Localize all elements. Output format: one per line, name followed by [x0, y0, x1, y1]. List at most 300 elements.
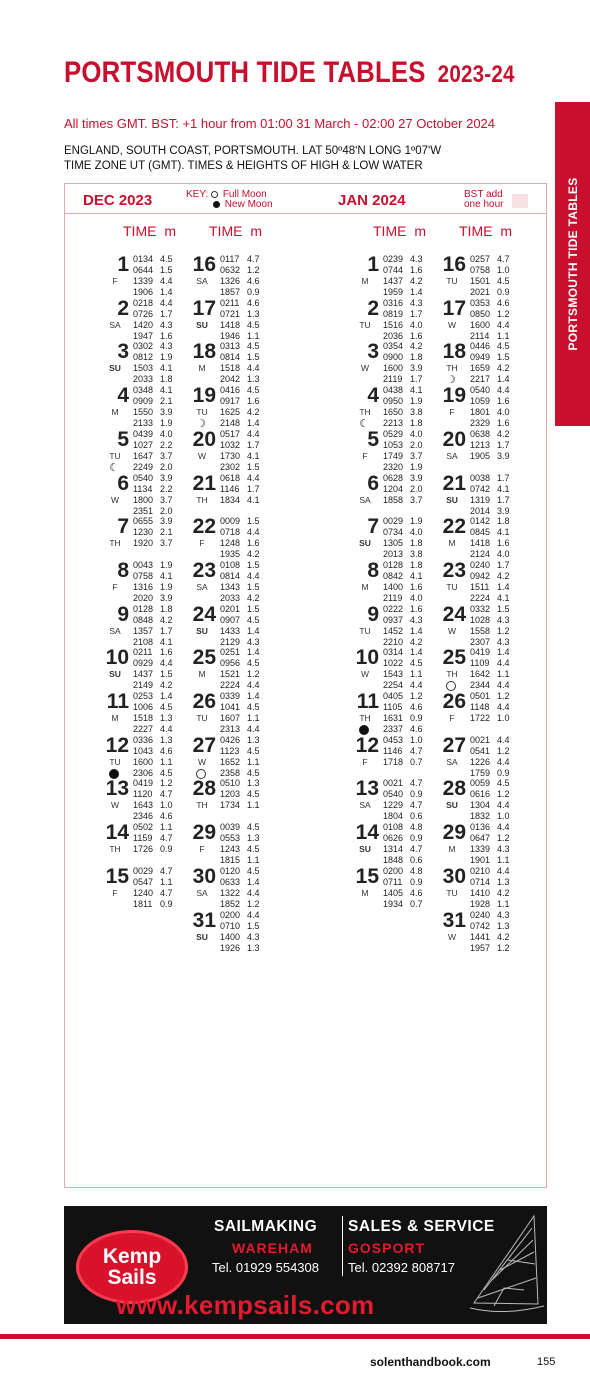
tide-time: 0721: [220, 308, 241, 319]
tide-height: 1.1: [410, 669, 423, 680]
tide-row: [220, 451, 260, 462]
tide-height: 1.9: [410, 516, 423, 527]
day-of-week: W: [447, 319, 457, 330]
column-header: TIME m: [373, 223, 426, 239]
tide-row: [133, 593, 173, 604]
tide-row: [470, 844, 510, 855]
tide-row: [133, 615, 173, 626]
tide-height: 4.1: [160, 363, 173, 374]
tide-rows: [133, 866, 173, 910]
footer-site[interactable]: solenthandbook.com: [370, 1355, 491, 1369]
tide-height: 4.5: [247, 822, 260, 833]
day-of-week: F: [362, 450, 368, 461]
tide-height: 4.4: [497, 680, 510, 691]
tide-time: 1521: [220, 669, 241, 680]
tide-height: 1.1: [497, 669, 510, 680]
tide-rows: [383, 604, 423, 648]
tide-height: 1.9: [160, 418, 173, 429]
column-header: TIME m: [209, 223, 262, 239]
tide-row: [220, 418, 260, 429]
tide-height: 1.3: [160, 713, 173, 723]
tide-row: [383, 484, 423, 495]
tide-height: 2.0: [160, 461, 173, 472]
day-of-week: SA: [196, 887, 208, 898]
tide-row: [383, 724, 423, 735]
tide-row: [470, 833, 510, 844]
day-number: 18: [192, 340, 216, 364]
tide-rows: [470, 604, 510, 648]
tide-time: 0354: [383, 341, 404, 352]
tide-time: 0211: [220, 297, 240, 308]
day-number: 20: [192, 427, 216, 451]
day-number: 9: [117, 602, 129, 626]
tide-row: [383, 702, 423, 713]
tide-height: 4.6: [410, 702, 423, 712]
tide-height: 1.5: [247, 559, 260, 570]
day-of-week: F: [112, 887, 118, 898]
tide-time: 1059: [470, 396, 491, 407]
tide-height: 1.8: [410, 418, 423, 429]
tide-row: [383, 527, 423, 538]
tide-row: [220, 800, 260, 811]
tide-height: 4.7: [410, 778, 423, 789]
day-number: 16: [192, 253, 216, 276]
tide-height: 4.0: [410, 592, 423, 603]
tide-row: [470, 669, 510, 680]
day-of-week: TH: [109, 844, 121, 855]
tide-row: [470, 309, 510, 320]
tide-height: 3.7: [160, 494, 173, 505]
tide-time: 1625: [220, 407, 241, 418]
tide-row: [133, 506, 173, 517]
tide-height: 4.4: [247, 887, 260, 898]
tide-height: 1.9: [160, 581, 173, 592]
tide-rows: [133, 604, 173, 648]
tide-height: 4.4: [160, 724, 173, 734]
tide-rows: [383, 560, 423, 604]
tide-row: [470, 789, 510, 800]
day-of-week: TU: [196, 407, 208, 418]
tide-row: [133, 385, 173, 396]
tide-time: 0529: [383, 428, 404, 439]
tide-height: 4.2: [497, 887, 510, 898]
day-number: 7: [117, 515, 129, 539]
tide-rows: [470, 910, 510, 954]
tide-row: [470, 811, 510, 822]
day-of-week: TH: [446, 669, 458, 680]
tide-time: 2033: [220, 592, 241, 603]
tide-height: 4.6: [497, 297, 510, 308]
day-number: 30: [442, 864, 466, 888]
tide-row: [470, 593, 510, 604]
tide-time: 0120: [220, 865, 241, 876]
tide-time: 0540: [383, 789, 404, 800]
tide-height: 1.6: [160, 647, 173, 658]
tide-height: 4.7: [160, 833, 173, 844]
tide-height: 1.1: [497, 855, 510, 866]
tide-height: 0.9: [160, 898, 173, 909]
tide-row: [470, 538, 510, 549]
tide-time: 1339: [133, 276, 154, 286]
tide-time: 0850: [470, 308, 491, 319]
tide-height: 4.0: [497, 407, 510, 418]
day-of-week: SU: [359, 538, 371, 549]
day-number: 29: [192, 821, 216, 845]
bst-swatch: [512, 194, 528, 208]
tide-height: 4.4: [497, 658, 510, 669]
tide-height: 4.7: [410, 844, 423, 855]
tide-height: 4.4: [247, 570, 260, 581]
tide-time: 1134: [133, 483, 153, 494]
tide-height: 4.5: [160, 702, 173, 712]
tide-time: 0644: [133, 265, 154, 275]
tide-rows: [133, 473, 173, 517]
tide-height: 4.3: [160, 341, 173, 352]
tide-time: 1652: [220, 756, 241, 767]
tide-time: 0909: [133, 396, 154, 407]
tide-row: [383, 800, 423, 811]
tide-height: 1.2: [410, 691, 423, 701]
day-of-week: TU: [446, 581, 458, 592]
tide-height: 4.1: [497, 483, 510, 494]
tide-height: 1.0: [160, 800, 173, 811]
key-full-moon: Full Moon: [222, 189, 267, 200]
tide-rows: [133, 341, 173, 385]
day-of-week: F: [199, 538, 205, 549]
day-number: 5: [367, 427, 379, 451]
tide-height: 1.5: [247, 461, 260, 472]
tide-height: 1.1: [160, 876, 173, 887]
tide-time: 0239: [383, 254, 404, 264]
tide-row: [220, 735, 260, 746]
tide-row: [383, 888, 423, 899]
day-number: 24: [442, 602, 466, 626]
tide-row: [470, 582, 510, 593]
tide-row: [133, 538, 173, 549]
tide-height: 1.3: [497, 876, 510, 887]
tide-height: 3.8: [410, 549, 423, 560]
tide-height: 4.4: [497, 800, 510, 811]
tide-row: [383, 495, 423, 506]
tide-time: 0655: [133, 516, 154, 527]
tide-time: 1204: [383, 483, 404, 494]
tide-time: 0108: [383, 822, 404, 833]
tide-row: [220, 932, 260, 943]
tide-rows: [470, 560, 510, 604]
tide-row: [470, 888, 510, 899]
first-quarter-moon-icon: ☽: [196, 418, 206, 431]
tide-row: [470, 691, 510, 702]
day-of-week: M: [448, 538, 456, 549]
tide-time: 1452: [383, 625, 404, 636]
tide-row: [470, 527, 510, 538]
tide-row: [220, 910, 260, 921]
tide-row: [383, 276, 423, 287]
tide-row: [220, 669, 260, 680]
tide-time: 1400: [383, 581, 404, 592]
day-number: 12: [105, 733, 129, 757]
tide-height: 4.5: [247, 385, 260, 396]
tide-row: [133, 407, 173, 418]
tide-time: 1437: [383, 276, 404, 286]
tide-time: 0638: [470, 428, 491, 439]
tide-height: 1.4: [497, 581, 510, 592]
tide-height: 4.8: [410, 822, 423, 833]
tide-height: 1.5: [160, 265, 173, 275]
tide-rows: [470, 866, 510, 910]
tide-height: 1.1: [247, 855, 260, 866]
day-of-week: SA: [359, 800, 371, 811]
tide-row: [133, 516, 173, 527]
tide-time: 1410: [470, 887, 491, 898]
tide-height: 4.5: [497, 276, 510, 286]
tide-row: [133, 789, 173, 800]
tide-row: [133, 757, 173, 768]
tide-time: 0336: [133, 734, 154, 745]
tide-height: 1.2: [497, 942, 510, 953]
tide-time: 2227: [133, 724, 154, 734]
tide-rows: [133, 298, 173, 342]
logo-word: Kemp: [102, 1245, 162, 1268]
day-of-week: TU: [359, 319, 371, 330]
tide-time: 2337: [383, 724, 404, 734]
tide-height: 4.1: [160, 636, 173, 647]
tide-time: 2149: [133, 680, 154, 691]
tide-rows: [133, 822, 173, 855]
tide-height: 1.4: [247, 647, 260, 658]
tide-row: [383, 374, 423, 385]
day-number: 15: [355, 864, 379, 888]
tide-rows: [383, 429, 423, 473]
tide-row: [383, 658, 423, 669]
day-number: 26: [442, 690, 466, 713]
day-of-week: TH: [446, 363, 458, 374]
tide-height: 4.4: [160, 297, 173, 308]
tide-height: 2.0: [410, 439, 423, 450]
tide-time: 2036: [383, 330, 404, 341]
tide-time: 2020: [133, 592, 154, 603]
tide-row: [383, 735, 423, 746]
tide-height: 3.9: [160, 516, 173, 527]
tide-row: [470, 560, 510, 571]
tide-height: 1.2: [247, 898, 260, 909]
tide-time: 2217: [470, 374, 491, 385]
tide-height: 1.1: [160, 822, 173, 833]
last-quarter-moon-icon: ☾: [109, 461, 119, 474]
tide-row: [133, 844, 173, 855]
tide-time: 0628: [383, 472, 404, 483]
tide-height: 4.2: [247, 407, 260, 418]
tide-height: 1.4: [160, 287, 173, 297]
tide-height: 1.6: [410, 603, 423, 614]
tide-height: 4.5: [497, 341, 510, 352]
tide-time: 0339: [220, 691, 241, 701]
tide-height: 3.9: [160, 407, 173, 418]
day-of-week: M: [198, 669, 206, 680]
tide-row: [383, 833, 423, 844]
day-of-week: TU: [109, 450, 121, 461]
tide-rows: [470, 429, 510, 462]
tide-rows: [220, 735, 260, 779]
tide-row: [470, 506, 510, 517]
day-number: 27: [192, 733, 216, 757]
tide-height: 4.1: [247, 450, 260, 461]
tide-time: 0251: [220, 647, 241, 658]
tide-row: [220, 396, 260, 407]
tide-row: [220, 844, 260, 855]
tide-row: [220, 484, 260, 495]
tide-row: [220, 637, 260, 648]
tide-time: 1857: [220, 287, 241, 297]
tide-rows: [133, 516, 173, 549]
tide-height: 4.5: [160, 254, 173, 264]
tide-time: 0136: [470, 822, 491, 833]
tide-time: 1405: [383, 887, 404, 898]
tide-height: 1.3: [160, 734, 173, 745]
tide-row: [383, 789, 423, 800]
tide-time: 1418: [220, 319, 241, 330]
tide-time: 1957: [470, 942, 491, 953]
tide-height: 4.3: [497, 614, 510, 625]
tide-height: 1.7: [160, 625, 173, 636]
tide-height: 1.3: [247, 734, 260, 745]
tide-row: [133, 746, 173, 757]
tide-height: 4.5: [247, 865, 260, 876]
day-number: 3: [117, 340, 129, 364]
tide-row: [220, 440, 260, 451]
tide-row: [383, 637, 423, 648]
tide-row: [470, 637, 510, 648]
tide-time: 2224: [470, 592, 491, 603]
tide-row: [383, 691, 423, 702]
page-number: 155: [537, 1356, 556, 1368]
tide-row: [133, 560, 173, 571]
tide-time: 0710: [220, 920, 241, 931]
tide-row: [220, 647, 260, 658]
tide-row: [220, 702, 260, 713]
tide-row: [133, 713, 173, 724]
tide-height: 1.4: [247, 876, 260, 887]
day-number: 13: [355, 777, 379, 801]
tide-time: 2108: [133, 636, 154, 647]
tide-row: [470, 331, 510, 342]
tide-height: 1.7: [160, 308, 173, 319]
tide-time: 2210: [383, 636, 404, 647]
tide-rows: [470, 691, 510, 724]
tide-time: 1642: [470, 669, 491, 680]
tide-row: [220, 757, 260, 768]
tide-time: 0142: [470, 516, 491, 527]
tide-height: 1.4: [247, 625, 260, 636]
tide-height: 1.1: [247, 713, 260, 723]
day-number: 19: [442, 384, 466, 408]
tide-height: 1.2: [497, 833, 510, 844]
tide-row: [383, 626, 423, 637]
tide-row: [470, 352, 510, 363]
tide-height: 2.2: [160, 439, 173, 450]
location-line: ENGLAND, SOUTH COAST, PORTSMOUTH. LAT 50º48ʹN LONG 1º07ʹW: [64, 145, 442, 157]
day-of-week: TU: [359, 625, 371, 636]
tide-row: [383, 757, 423, 768]
day-number: 15: [105, 864, 129, 888]
tide-height: 4.3: [410, 297, 423, 308]
tide-row: [133, 254, 173, 265]
tide-time: 0848: [133, 614, 154, 625]
tide-time: 1815: [220, 855, 241, 866]
day-number: 6: [367, 471, 379, 495]
kemp-sails-advert[interactable]: [64, 1206, 547, 1324]
tide-row: [220, 691, 260, 702]
tide-time: 1905: [470, 450, 491, 461]
tide-height: 1.8: [410, 538, 423, 549]
tide-time: 0845: [470, 527, 491, 538]
tide-time: 1928: [470, 898, 491, 909]
tide-height: 1.2: [497, 308, 510, 319]
tide-height: 3.9: [160, 472, 173, 483]
tide-time: 1811: [133, 898, 153, 909]
tide-height: 4.3: [247, 636, 260, 647]
tide-height: 4.5: [247, 319, 260, 330]
tide-height: 4.1: [497, 527, 510, 538]
tide-time: 1230: [133, 527, 154, 538]
tide-rows: [383, 866, 423, 910]
tide-time: 0222: [383, 603, 404, 614]
logo-word: Sails: [107, 1266, 157, 1289]
tide-row: [133, 451, 173, 462]
tide-row: [383, 396, 423, 407]
day-number: 8: [367, 558, 379, 582]
tide-time: 0647: [470, 833, 491, 844]
tide-row: [220, 298, 260, 309]
day-number: 28: [192, 777, 216, 801]
tide-height: 1.1: [247, 330, 260, 341]
tide-height: 0.9: [410, 833, 423, 844]
tide-time: 0426: [220, 734, 241, 745]
tide-height: 1.1: [247, 756, 260, 767]
tide-row: [220, 768, 260, 779]
tide-height: 4.3: [410, 254, 423, 264]
tide-row: [383, 538, 423, 549]
ad-website-link[interactable]: www.kempsails.com: [116, 1290, 375, 1320]
tide-time: 1203: [220, 789, 241, 800]
tide-time: 0332: [470, 603, 491, 614]
tide-height: 1.7: [497, 472, 510, 483]
tide-height: 3.9: [497, 450, 510, 461]
page-title: PORTSMOUTH TIDE TABLES 2023-24: [64, 56, 515, 89]
tide-row: [383, 451, 423, 462]
tide-row: [220, 429, 260, 440]
tide-row: [133, 462, 173, 473]
tide-height: 3.7: [410, 494, 423, 505]
tide-row: [220, 374, 260, 385]
tide-height: 4.4: [247, 428, 260, 439]
tide-time: 1800: [133, 494, 154, 505]
tide-time: 1543: [383, 669, 404, 680]
tide-height: 2.1: [160, 396, 173, 407]
tide-height: 1.7: [410, 308, 423, 319]
tide-row: [383, 647, 423, 658]
tide-row: [383, 778, 423, 789]
column-header: TIME m: [123, 223, 176, 239]
tide-time: 2313: [220, 724, 241, 734]
tide-row: [470, 713, 510, 724]
day-number: 2: [117, 296, 129, 320]
tide-height: 4.7: [247, 254, 260, 264]
tide-rows: [133, 647, 173, 691]
tide-time: 2119: [383, 374, 403, 385]
tide-row: [470, 702, 510, 713]
day-of-week: TH: [109, 538, 121, 549]
